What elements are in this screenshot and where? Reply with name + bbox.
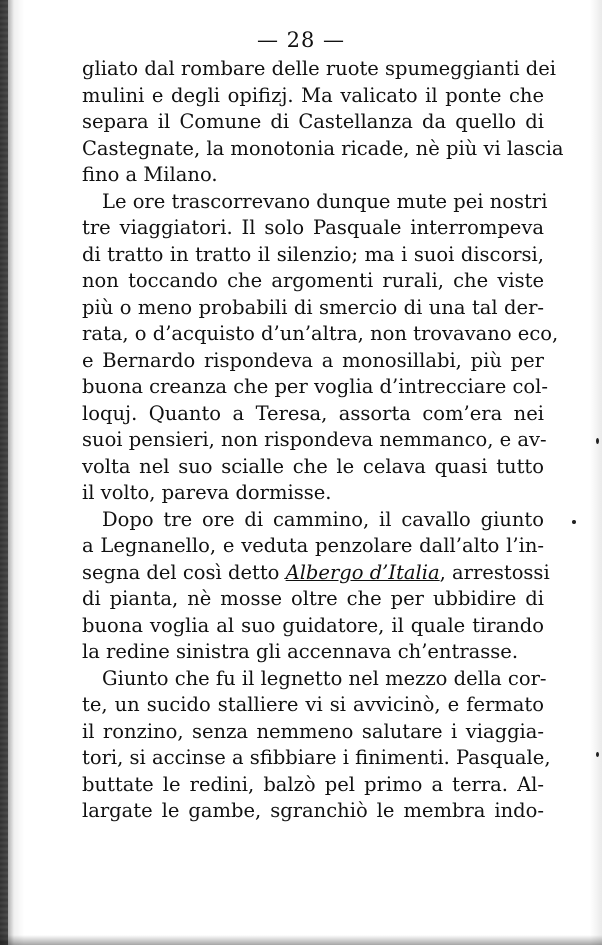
text-line: Dopo tre ore di cammino, il cavallo giunto [102,507,544,531]
text-line: suoi pensieri, non rispondeva nemmanco, e av- [82,428,547,451]
text-line: te, un sucido stalliere vi si avvicinò, e fermato [82,693,544,716]
text-line: di tratto in tratto il silenzio; ma i suoi discorsi, [82,242,544,266]
page-number: — 28 — [256,28,346,52]
text-line: loquj. Quanto a Teresa, assorta com’era nei [82,401,544,425]
binding-gutter [0,0,8,945]
text-line: tre viaggiatori. Il solo Pasquale interrompeva [82,216,544,239]
page-bottom-edge [0,935,602,945]
text-line: fino a Milano. [82,163,218,186]
text-line: rata, o d’acquisto d’un’altra, non trovavano eco, [82,322,559,345]
body-text [82,56,564,825]
text-line: di pianta, nè mosse oltre che per ubbidire di [82,587,544,610]
text-line: volta nel suo scialle che le celava quasi tutto [82,454,544,478]
text-line: buttate le redini, balzò pel primo a terra. Al- [82,772,544,796]
text-line: e Bernardo rispondeva a monosillabi, più per [82,348,544,372]
text-line: gliato dal rombare delle ruote spumeggianti dei [82,57,557,80]
text-line: mulini e degli opifizj. Ma valicato il ponte che [82,83,544,107]
ink-speck [596,752,599,757]
ink-speck [596,438,599,444]
text-line: non toccando che argomenti rurali, che viste [82,269,544,292]
text-line: Giunto che fu il legnetto nel mezzo della cor- [102,666,547,690]
text-line: più o meno probabili di smercio di una tal der- [82,295,544,319]
inn-name: Albergo d’Italia [285,560,440,584]
text-line: buona creanza che per voglia d’intrecciare col- [82,375,548,398]
text-line: tori, si accinse a sfibbiare i finimenti. Pasquale, [82,746,551,769]
text-line: a Legnanello, e veduta penzolare dall’alto l’in- [82,534,544,557]
text-line: segna del così detto Albergo d’Italia, arrestossi [82,560,550,584]
text-line: la redine sinistra gli accennava ch’entrasse. [82,640,519,663]
text-line: Castegnate, la monotonia ricade, nè più vi lascia [82,136,564,160]
ink-speck [572,520,576,524]
text-line: separa il Comune di Castellanza da quello di [82,110,544,133]
text-line: largate le gambe, sgranchiò le membra indo- [82,799,544,822]
text-line: buona voglia al suo guidatore, il quale tirando [82,613,544,637]
text-line: il ronzino, senza nemmeno salutare i viaggia- [82,719,544,743]
text-line: Le ore trascorrevano dunque mute pei nostri [102,189,548,213]
text-line: il volto, pareva dormisse. [82,481,332,504]
